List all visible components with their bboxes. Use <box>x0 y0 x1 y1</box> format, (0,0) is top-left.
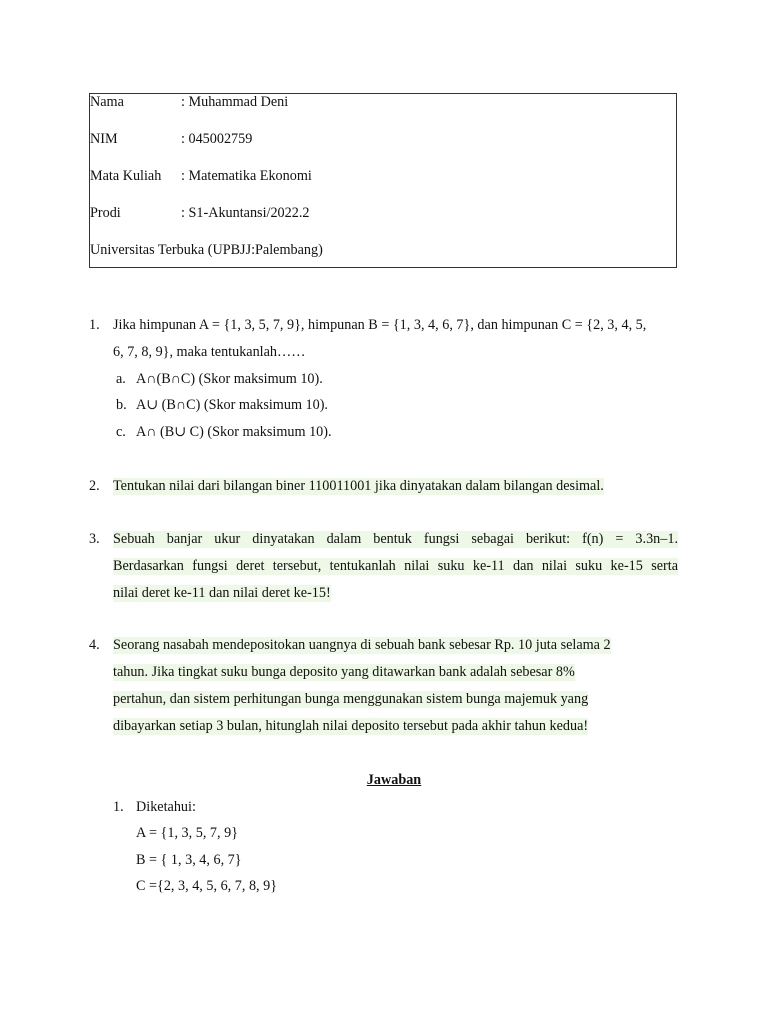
info-value: : Matematika Ekonomi <box>181 168 312 184</box>
question-text-line: Berdasarkan fungsi deret tersebut, tentukanlah nilai suku ke-11 dan nilai suku ke-15 serta <box>113 558 678 574</box>
question-text-line: tahun. Jika tingkat suku bunga deposito yang ditawarkan bank adalah sebesar 8% <box>113 664 575 680</box>
subitem-letter: b. <box>116 397 127 413</box>
question-number: 4. <box>89 637 100 653</box>
question-text-line: Tentukan nilai dari bilangan biner 110011001 jika dinyatakan dalam bilangan desimal. <box>113 478 604 494</box>
info-label: Nama <box>90 94 124 110</box>
question-number: 3. <box>89 531 100 547</box>
set-b: B = { 1, 3, 4, 6, 7} <box>136 852 242 868</box>
info-label: Prodi <box>90 205 121 221</box>
question-text-line: Sebuah banjar ukur dinyatakan dalam bentuk fungsi sebagai berikut: f(n) = 3.3n–1. <box>113 531 678 547</box>
info-label: Mata Kuliah <box>90 168 162 184</box>
answer-number: 1. <box>113 799 124 815</box>
question-text-line: dibayarkan setiap 3 bulan, hitunglah nilai deposito tersebut pada akhir tahun kedua! <box>113 718 589 734</box>
question-text-line: nilai deret ke-11 dan nilai deret ke-15! <box>113 585 331 601</box>
subitem-text: A∪ (B∩C) (Skor maksimum 10). <box>136 397 328 413</box>
set-c: C ={2, 3, 4, 5, 6, 7, 8, 9} <box>136 878 278 894</box>
university-name: Universitas Terbuka (UPBJJ:Palembang) <box>90 242 323 258</box>
student-info-box <box>89 93 677 268</box>
question-text-line: pertahun, dan sistem perhitungan bunga menggunakan sistem bunga majemuk yang <box>113 691 589 707</box>
question-text-line: Seorang nasabah mendepositokan uangnya di sebuah bank sebesar Rp. 10 juta selama 2 <box>113 637 611 653</box>
question-number: 1. <box>89 317 100 333</box>
question-text-line: 6, 7, 8, 9}, maka tentukanlah…… <box>113 344 306 360</box>
set-a: A = {1, 3, 5, 7, 9} <box>136 825 239 841</box>
subitem-text: A∩ (B∪ C) (Skor maksimum 10). <box>136 424 332 440</box>
subitem-letter: c. <box>116 424 126 440</box>
info-value: : S1-Akuntansi/2022.2 <box>181 205 310 221</box>
answer-intro: Diketahui: <box>136 799 196 815</box>
info-value: : Muhammad Deni <box>181 94 289 110</box>
subitem-text: A∩(B∩C) (Skor maksimum 10). <box>136 371 323 387</box>
info-label: NIM <box>90 131 118 147</box>
answer-heading: Jawaban <box>366 772 422 788</box>
question-number: 2. <box>89 478 100 494</box>
info-value: : 045002759 <box>181 131 253 147</box>
subitem-letter: a. <box>116 371 126 387</box>
question-text-line: Jika himpunan A = {1, 3, 5, 7, 9}, himpunan B = {1, 3, 4, 6, 7}, dan himpunan C = {2, 3, 4, 5, <box>113 317 647 333</box>
